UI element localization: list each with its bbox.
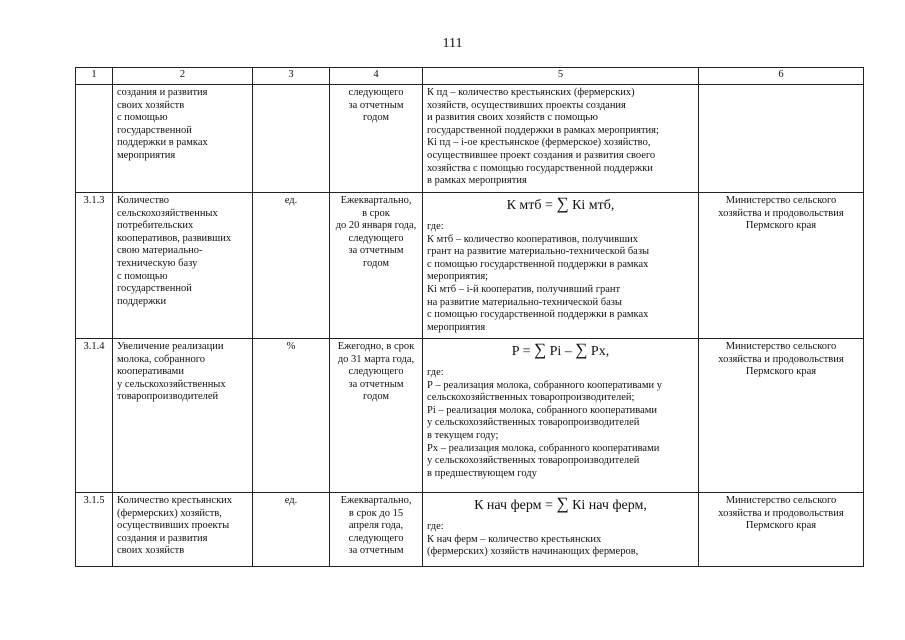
- sum-symbol: ∑: [556, 194, 569, 213]
- responsible-cell: [699, 85, 864, 193]
- method-cell: [423, 493, 699, 567]
- formula-rhs: Кi мтб,: [568, 198, 615, 213]
- row-number: 3.1.5: [76, 493, 113, 567]
- method-cell: [423, 339, 699, 493]
- table-row: [76, 339, 864, 493]
- indicator-name: создания и развития своих хозяйств с помощью государственной поддержки в рамках мероприятия: [113, 85, 253, 193]
- formula-rhs: Кi нач ферм,: [568, 498, 647, 513]
- responsible-cell: Министерство сельского хозяйства и продовольствия Пермского края: [699, 193, 864, 339]
- period-cell: Ежегодно, в срок до 31 марта года, следующего за отчетным годом: [330, 339, 423, 493]
- formula: [427, 495, 694, 515]
- indicator-name: Количество сельскохозяйственных потребительских кооперативов, развивших свою материально- техническую базу с помощью государственной поддержки: [113, 193, 253, 339]
- method-description: где: К мтб – количество кооперативов, получивших грант на развитие материально-технической базы с помощью государственной поддержки в рамках мероприятия; Кi мтб – i-й кооператив, получивший грант на развитие материально-технической базы с помощью государственной поддержки в рамках мероприятия: [427, 221, 650, 333]
- method-description: К пд – количество крестьянских (фермерских) хозяйств, осуществивших проекты создания и развития своих хозяйств с помощью государственной поддержки в рамках мероприятия; Кi пд – i-ое крестьянское (фермерское) хозяйство, осуществившее проект создания и развития своего хозяйства с помощью государственной поддержки в рамках мероприятия: [423, 85, 699, 193]
- responsible-cell: Министерство сельского хозяйства и продовольствия Пермского края: [699, 493, 864, 567]
- unit-cell: ед.: [253, 193, 330, 339]
- row-number: 3.1.4: [76, 339, 113, 493]
- formula: [427, 341, 694, 361]
- sum-symbol: ∑: [533, 340, 547, 359]
- unit-cell: ед.: [253, 493, 330, 567]
- table-row: [76, 85, 864, 193]
- table-row: [76, 193, 864, 339]
- method-cell: [423, 193, 699, 339]
- unit-cell: %: [253, 339, 330, 493]
- header-col-6: 6: [699, 68, 864, 85]
- header-col-1: 1: [76, 68, 113, 85]
- period-cell: Ежеквартально, в срок до 20 января года, следующего за отчетным годом: [330, 193, 423, 339]
- sum-symbol: ∑: [575, 340, 588, 359]
- method-description: где: Р – реализация молока, собранного кооперативами у сельскохозяйственных товаропроизводителей; Pi – реализация молока, собранного кооперативами у сельскохозяйственных товаропроизводителей в текущем году; Px – реализация молока, собранного кооперативами у сельскохозяйственных товаропроизводителей в предшествующем году: [427, 367, 662, 479]
- responsible-cell: Министерство сельского хозяйства и продовольствия Пермского края: [699, 339, 864, 493]
- indicators-table: [75, 67, 864, 567]
- formula-mid: Pi –: [546, 344, 576, 359]
- formula-lhs: P =: [511, 344, 534, 359]
- header-col-2: 2: [113, 68, 253, 85]
- unit-cell: [253, 85, 330, 193]
- period-cell: следующего за отчетным годом: [330, 85, 423, 193]
- period-cell: Ежеквартально, в срок до 15 апреля года, следующего за отчетным: [330, 493, 423, 567]
- formula: [427, 195, 694, 215]
- header-col-5: 5: [423, 68, 699, 85]
- page-number: 111: [442, 36, 463, 51]
- table-header-row: [76, 68, 864, 85]
- formula-lhs: К мтб =: [506, 198, 557, 213]
- row-number: 3.1.3: [76, 193, 113, 339]
- indicator-name: Количество крестьянских (фермерских) хозяйств, осуществивших проекты создания и развития своих хозяйств: [113, 493, 253, 567]
- sum-symbol: ∑: [556, 494, 569, 513]
- formula-lhs: К нач ферм =: [474, 498, 557, 513]
- table-row: [76, 493, 864, 567]
- formula-rhs: Px,: [587, 344, 610, 359]
- row-number: [76, 85, 113, 193]
- method-description: где: К нач ферм – количество крестьянских (фермерских) хозяйств начинающих фермеров,: [427, 521, 639, 558]
- header-col-4: 4: [330, 68, 423, 85]
- header-col-3: 3: [253, 68, 330, 85]
- indicator-name: Увеличение реализации молока, собранного кооперативами у сельскохозяйственных товаропроизводителей: [113, 339, 253, 493]
